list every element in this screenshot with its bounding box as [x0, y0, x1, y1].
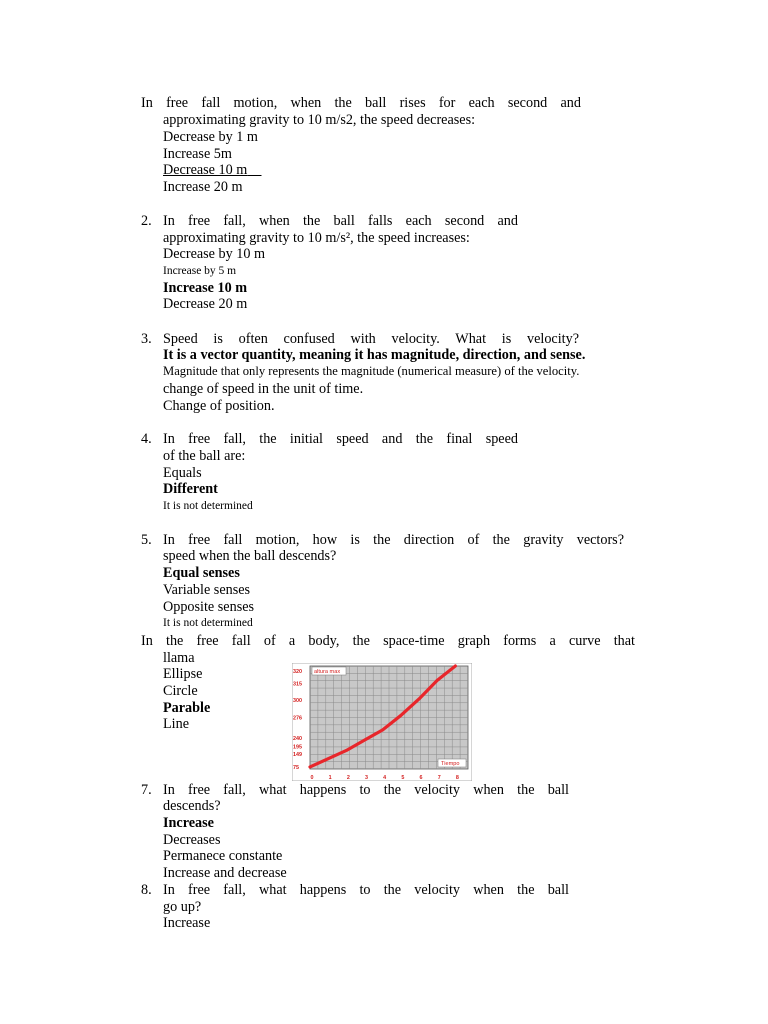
chart-y-tick-label: 75 — [293, 764, 299, 771]
chart-x-tick-label: 7 — [437, 775, 441, 781]
q4-option-c: It is not determined — [163, 500, 253, 512]
q5-stem-line2: speed when the ball descends? — [163, 548, 337, 564]
chart-y-tick-label: 300 — [293, 697, 302, 704]
q7-stem-line1: In free fall, what happens to the velocity when the ball — [163, 782, 569, 798]
chart-y-tick-label: 320 — [293, 669, 302, 676]
chart-y-tick-label: 276 — [293, 715, 302, 722]
q2-stem-line2: approximating gravity to 10 m/s², the speed increases: — [163, 230, 470, 246]
q5-option-c: Opposite senses — [163, 599, 255, 615]
q2-option-c: Increase 10 m — [163, 280, 248, 296]
q1-option-a: Decrease by 1 m — [163, 129, 258, 145]
chart-y-tick-label: 315 — [293, 681, 302, 688]
chart-x-tick-label: 5 — [401, 775, 405, 781]
q4-option-b: Different — [163, 481, 218, 497]
q6-option-b: Circle — [163, 683, 198, 699]
space-time-chart — [292, 663, 472, 781]
chart-y-tick-label: 149 — [293, 752, 302, 759]
q8-number: 8. — [141, 882, 152, 898]
q5-option-a: Equal senses — [163, 565, 240, 581]
chart-title: altura max — [314, 669, 341, 676]
q8-stem-line1: In free fall, what happens to the velocity when the ball — [163, 882, 569, 898]
q5-option-d: It is not determined — [163, 617, 253, 629]
q4-option-a: Equals — [163, 465, 202, 481]
chart-y-tick-label: 195 — [293, 744, 302, 751]
q1-option-d: Increase 20 m — [163, 179, 243, 195]
q1-option-c-text: Decrease 10 m — [163, 162, 248, 178]
q6-stem-line2: llama — [163, 650, 195, 666]
chart-x-tick-label: 8 — [455, 775, 459, 781]
q5-stem-line1: In free fall motion, how is the direction of the gravity vectors? — [163, 532, 624, 548]
chart-x-tick-label: 6 — [419, 775, 423, 781]
q1-stem-line2: approximating gravity to 10 m/s2, the speed decreases: — [163, 112, 476, 128]
chart-x-tick-label: 3 — [365, 775, 369, 781]
q2-option-d: Decrease 20 m — [163, 296, 248, 312]
q4-number: 4. — [141, 431, 152, 447]
q5-option-b: Variable senses — [163, 582, 251, 598]
q1-option-c — [163, 162, 261, 178]
q6-option-a: Ellipse — [163, 666, 203, 682]
q2-stem-line1: In free fall, when the ball falls each second and — [163, 213, 518, 229]
q8-option-a: Increase — [163, 915, 211, 931]
q4-stem-line2: of the ball are: — [163, 448, 246, 464]
chart-x-tick-label: 0 — [310, 775, 314, 781]
q3-option-b: Magnitude that only represents the magnitude (numerical measure) of the velocity. — [163, 364, 580, 378]
chart-xlabel: Tiempo — [441, 761, 460, 768]
q4-stem-line1: In free fall, the initial speed and the final speed — [163, 431, 518, 447]
q3-stem-line1: Speed is often confused with velocity. What is velocity? — [163, 331, 579, 347]
q6-option-d: Line — [163, 716, 189, 732]
chart-x-tick-label: 1 — [328, 775, 332, 781]
q2-option-b: Increase by 5 m — [163, 265, 237, 277]
q1-option-b: Increase 5m — [163, 146, 232, 162]
q7-stem-line2: descends? — [163, 798, 221, 814]
q2-number: 2. — [141, 213, 152, 229]
q3-number: 3. — [141, 331, 152, 347]
q2-option-a: Decrease by 10 m — [163, 246, 266, 262]
q3-option-a: It is a vector quantity, meaning it has magnitude, direction, and sense. — [163, 347, 586, 363]
q1-stem-line1: In free fall motion, when the ball rises for each second and — [141, 95, 581, 111]
q7-option-c: Permanece constante — [163, 848, 283, 864]
q7-option-d: Increase and decrease — [163, 865, 287, 881]
q8-stem-line2: go up? — [163, 899, 202, 915]
q6-option-c: Parable — [163, 700, 211, 716]
q6-stem-line1: In the free fall of a body, the space-time graph forms a curve that — [141, 633, 635, 649]
q5-number: 5. — [141, 532, 152, 548]
q7-option-b: Decreases — [163, 832, 221, 848]
chart-y-tick-label: 240 — [293, 736, 302, 743]
q7-number: 7. — [141, 782, 152, 798]
q7-option-a: Increase — [163, 815, 214, 831]
q3-option-d: Change of position. — [163, 398, 275, 414]
q3-option-c: change of speed in the unit of time. — [163, 381, 364, 397]
chart-x-tick-label: 4 — [383, 775, 387, 781]
chart-x-tick-label: 2 — [346, 775, 350, 781]
